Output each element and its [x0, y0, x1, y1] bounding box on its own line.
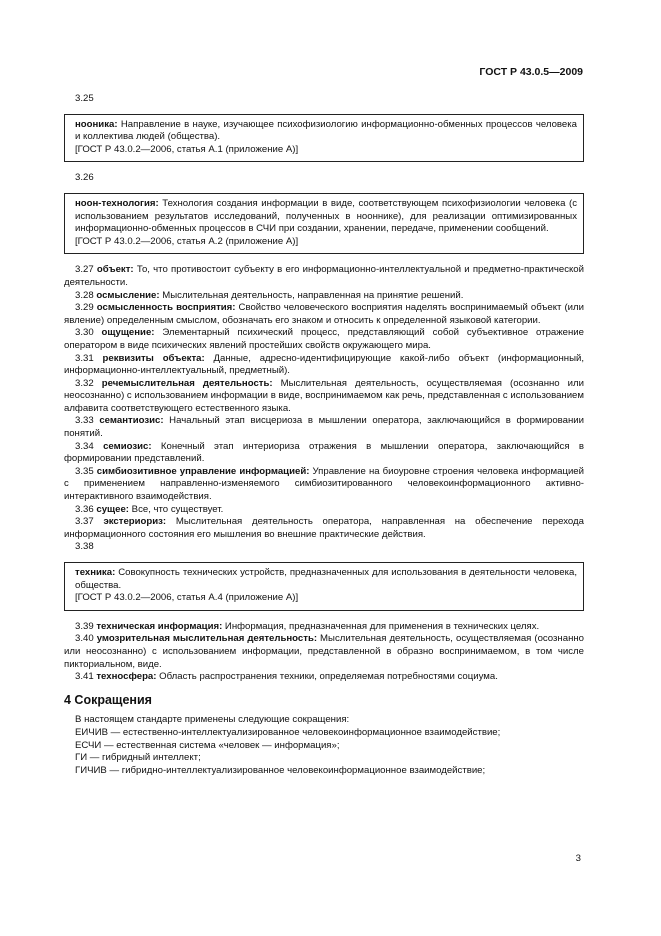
list-item: ЕИЧИВ — естественно-интеллектуализированное человекоинформационное взаимодействие; — [75, 726, 501, 738]
definition-text: Совокупность технических устройств, предназначенных для использования в деятельности человека, общества. — [75, 567, 577, 591]
definition-text: Мыслительная деятельность, направленная на принятие решений. — [159, 289, 464, 301]
definition-3-37 — [64, 516, 584, 541]
definition-3-34 — [64, 441, 584, 466]
entry-number: 3.41 — [75, 671, 94, 683]
definition-text: Мыслительная деятельность, осуществляемая (осознанно или неосознанно) с использованием информации, представленной в образно воспринимаемом, в том числе пикториальном, виде. — [64, 633, 584, 670]
term: ноон-технология: — [75, 197, 159, 209]
entry-number: 3.25 — [75, 93, 94, 104]
definition-3-32 — [64, 378, 584, 416]
term: семиозис: — [103, 440, 152, 452]
boxed-entry-3-38 — [64, 541, 584, 610]
term: техническая информация: — [96, 620, 223, 632]
definition-3-39 — [64, 621, 584, 634]
boxed-entry-3-25 — [64, 93, 584, 162]
definition-3-27 — [64, 264, 584, 289]
boxed-entry-3-26 — [64, 172, 584, 254]
term: техносфера: — [96, 671, 157, 683]
term: сущее: — [96, 503, 129, 515]
definition-3-31 — [64, 353, 584, 378]
definition-3-29 — [64, 302, 584, 327]
list-item: ЕСЧИ — естественная система «человек — информация»; — [75, 739, 340, 751]
definition-3-40 — [64, 633, 584, 671]
entry-number: 3.33 — [75, 415, 94, 427]
definitions-group-a — [64, 264, 584, 541]
term: умозрительная мыслительная деятельность: — [96, 633, 318, 645]
term: симбиозитивное управление информацией: — [96, 465, 310, 477]
definition-text: Направление в науке, изучающее психофизиологию информационно-обменных процессов человека и коллектива людей (общества). — [75, 118, 577, 143]
entry-number: 3.40 — [75, 633, 94, 645]
term: ощущение: — [101, 327, 155, 339]
definition-box — [64, 114, 584, 163]
definition-3-28 — [64, 290, 584, 303]
definition-text: Элементарный психический процесс, представляющий собой субъективное отражение оператором в виде психических явлений простейших свойств окружающего мира. — [64, 327, 584, 351]
list-item: ГИЧИВ — гибридно-интеллектуализированное человекоинформационное взаимодействие; — [75, 764, 486, 776]
abbreviation-list — [64, 727, 584, 777]
definition-box — [64, 562, 584, 611]
entry-number: 3.32 — [75, 377, 94, 389]
definition-text: Информация, предназначенная для применения в технических целях. — [222, 620, 540, 632]
term: осмысленность восприятия: — [96, 302, 236, 314]
page-number: 3 — [575, 853, 581, 865]
definition-text: Начальный этап висцериоза в мышлении оператора, заключающийся в формировании понятий. — [64, 415, 584, 440]
entry-number: 3.39 — [75, 620, 94, 632]
entry-number: 3.37 — [75, 516, 94, 528]
definition-text: Мыслительная деятельность, осуществляемая (осознанно или неосознанно) с использованием информации в виде, воспринимаемом как речь, представленная с использованием алфавита соответствующего естественного языка. — [64, 377, 584, 414]
document-body — [64, 93, 584, 777]
entry-number: 3.34 — [75, 440, 94, 452]
entry-number: 3.27 — [75, 264, 94, 276]
term: осмысление: — [96, 289, 160, 301]
section-heading: 4 Сокращения — [64, 692, 152, 707]
definition-text: Данные, адресно-идентифицирующие какой-либо объект (информационный, информационно-интеллектуальный, предметный). — [64, 352, 584, 377]
entry-number: 3.31 — [75, 352, 94, 364]
definitions-group-b — [64, 621, 584, 684]
definition-text: Все, что существует. — [129, 503, 224, 515]
term: объект: — [96, 264, 134, 276]
definition-text: Управление на биоуровне строения человека информацией с применением направленно-изменяемого симбиозитированного человекоинформационного активно-интерактивного взаимодействия. — [64, 465, 585, 503]
source-reference: [ГОСТ Р 43.0.2—2006, статья А.2 (приложение А)] — [75, 235, 299, 247]
term: техника: — [75, 567, 116, 578]
term: нооника: — [75, 118, 118, 130]
term: экстериориз: — [103, 516, 167, 528]
term: речемыслительная деятельность: — [101, 377, 273, 389]
entry-number: 3.36 — [75, 503, 94, 515]
entry-number: 3.38 — [75, 541, 94, 553]
source-reference: [ГОСТ Р 43.0.2—2006, статья А.1 (приложение А)] — [75, 143, 299, 155]
definition-3-30 — [64, 327, 584, 352]
definition-box — [64, 193, 584, 254]
definition-text: Технология создания информации в виде, соответствующем психофизиологии человека (с использованием результатов исследований, полученных в нооннике), для реализации оптимизированных информационно-обменных процессов в СЧИ при создании, хранении, передаче, применении сообщений. — [75, 197, 577, 235]
entry-number: 3.29 — [75, 302, 94, 314]
term: семантиозис: — [99, 415, 164, 427]
entry-number: 3.30 — [75, 327, 94, 339]
entry-number: 3.28 — [75, 289, 94, 301]
term: реквизиты объекта: — [102, 352, 205, 364]
list-item: ГИ — гибридный интеллект; — [75, 752, 201, 764]
section-intro: В настоящем стандарте применены следующие сокращения: — [75, 714, 350, 726]
source-reference: [ГОСТ Р 43.0.2—2006, статья А.4 (приложение А)] — [75, 592, 299, 604]
definition-text: Мыслительная деятельность оператора, направленная на обеспечение перехода информационного состояния его мышления во внешние практические действия. — [64, 516, 584, 540]
document-header: ГОСТ Р 43.0.5—2009 — [479, 66, 583, 78]
definition-3-36 — [64, 504, 584, 517]
definition-3-33 — [64, 415, 584, 440]
entry-number: 3.26 — [75, 172, 94, 184]
definition-text: Конечный этап интериориза отражения в мышлении оператора, заключающийся в формировании представлений. — [64, 440, 585, 465]
definition-text: Свойство человеческого восприятия наделять воспринимаемый объект (или явление) определенным смыслом, обозначать его знаком и относить к определенной языковой категории. — [64, 302, 584, 326]
entry-number: 3.35 — [75, 465, 94, 477]
definition-text: Область распространения техники, определяемая потребностями социума. — [156, 671, 498, 683]
definition-3-41 — [64, 671, 584, 684]
definition-3-35 — [64, 466, 584, 504]
definition-text: То, что противостоит субъекту в его информационно-интеллектуальной и предметно-практической деятельности. — [64, 264, 584, 288]
